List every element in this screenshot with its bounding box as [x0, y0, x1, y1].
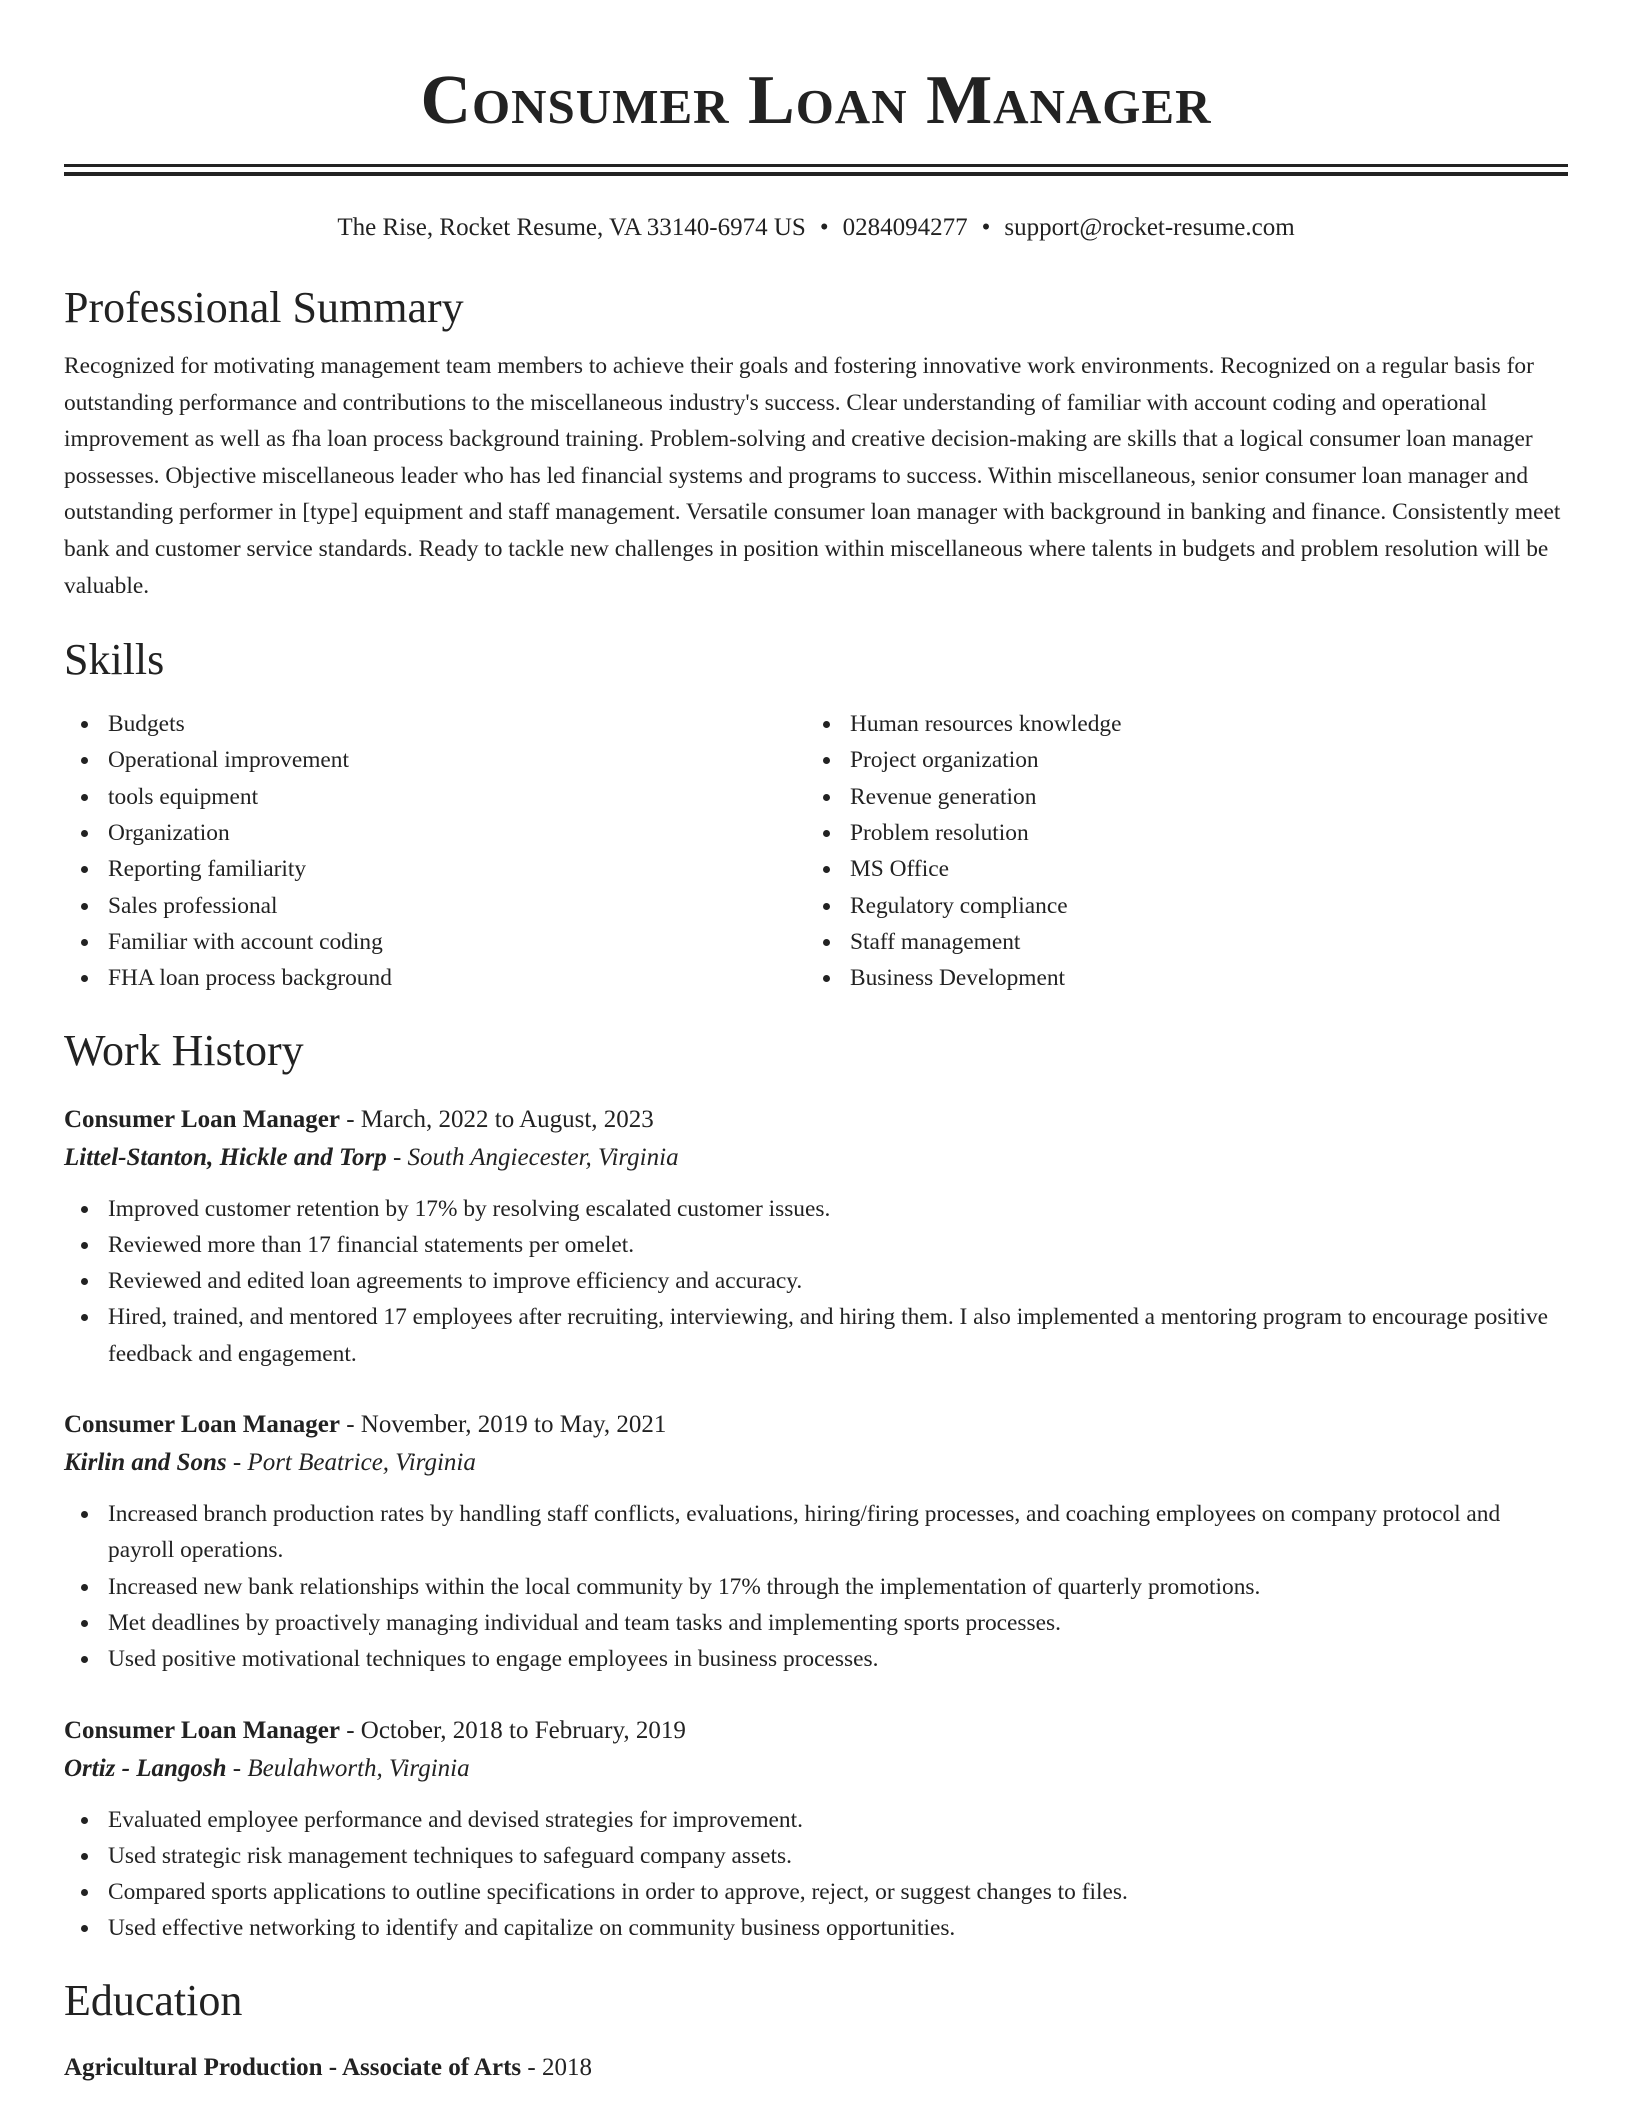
contact-line [64, 212, 1568, 244]
duty-item: Compared sports applications to outline specifications in order to approve, reject, or suggest changes to files. [64, 1874, 1568, 1910]
job-location: - Beulahworth, Virginia [226, 1754, 470, 1782]
skill-item: Organization [64, 815, 806, 851]
candidate-name: Consumer Loan Manager [420, 62, 1212, 139]
education-degree: Agricultural Production - Associate of Arts [64, 2053, 522, 2081]
duty-item: Evaluated employee performance and devised strategies for improvement. [64, 1802, 1568, 1838]
job-entry [64, 1712, 1568, 1947]
job-company: Ortiz - Langosh [64, 1754, 227, 1782]
duty-item: Increased branch production rates by handling staff conflicts, evaluations, hiring/firing processes, and coaching employees on company protocol and payroll operations. [64, 1496, 1568, 1569]
skill-item: Project organization [806, 742, 1548, 778]
contact-separator: • [819, 214, 829, 241]
job-title-line [64, 1712, 1568, 1750]
skill-item: Problem resolution [806, 815, 1548, 851]
summary-text: Recognized for motivating management team members to achieve their goals and fostering innovative work environments. Recognized on a regular basis for outstanding performance and contributions to the miscellaneous industry's success. Clear understanding of familiar with account coding and operational improvement as well as fha loan process background training. Problem-solving and creative decision-making are skills that a logical consumer loan manager possesses. Objective miscellaneous leader who has led financial systems and programs to success. Within miscellaneous, senior consumer loan manager and outstanding performer in [type] equipment and staff management. Versatile consumer loan manager with background in banking and finance. Consistently meet bank and customer service standards. Ready to tackle new challenges in position within miscellaneous where talents in budgets and problem resolution will be valuable. [64, 353, 1561, 599]
contact-phone: 0284094277 [842, 214, 968, 241]
skill-item: FHA loan process background [64, 960, 806, 996]
duty-item: Used positive motivational techniques to engage employees in business processes. [64, 1641, 1568, 1677]
education-year: - 2018 [521, 2053, 592, 2081]
skills-list-left [64, 706, 806, 996]
job-duties [64, 1802, 1568, 1947]
duty-item: Met deadlines by proactively managing individual and team tasks and implementing sports processes. [64, 1605, 1568, 1641]
header-rule-top [64, 164, 1568, 167]
duty-item: Increased new bank relationships within the local community by 17% through the implementation of quarterly promotions. [64, 1569, 1568, 1605]
duty-item: Hired, trained, and mentored 17 employees after recruiting, interviewing, and hiring them. I also implemented a mentoring program to encourage positive feedback and engagement. [64, 1299, 1568, 1372]
contact-separator: • [981, 214, 991, 241]
section-heading-work-history: Work History [64, 1025, 304, 1075]
job-entry [64, 1406, 1568, 1677]
job-title: Consumer Loan Manager [64, 1411, 340, 1439]
contact-address: The Rise, Rocket Resume, VA 33140-6974 US [337, 214, 806, 241]
contact-email: support@rocket-resume.com [1004, 214, 1295, 241]
skill-item: Business Development [806, 960, 1548, 996]
duty-item: Used strategic risk management techniques to safeguard company assets. [64, 1838, 1568, 1874]
header-rule-bottom [64, 172, 1568, 176]
job-duties [64, 1191, 1568, 1372]
job-title: Consumer Loan Manager [64, 1716, 340, 1744]
section-heading-skills: Skills [64, 635, 165, 685]
section-heading-education: Education [64, 1975, 243, 2025]
skill-item: Familiar with account coding [64, 924, 806, 960]
job-location: - South Angiecester, Virginia [386, 1143, 679, 1171]
job-dates: - November, 2019 to May, 2021 [339, 1411, 667, 1439]
job-title-line [64, 1101, 1568, 1139]
skills-columns [64, 706, 1568, 996]
skill-item: Sales professional [64, 888, 806, 924]
skill-item: MS Office [806, 851, 1548, 887]
skill-item: Operational improvement [64, 742, 806, 778]
skill-item: Human resources knowledge [806, 706, 1548, 742]
job-entry [64, 1101, 1568, 1372]
skills-list-right [806, 706, 1548, 996]
skill-item: Budgets [64, 706, 806, 742]
education-entry [64, 2049, 1568, 2087]
job-company-line [64, 1750, 1568, 1788]
job-title: Consumer Loan Manager [64, 1105, 340, 1133]
job-duties [64, 1496, 1568, 1677]
job-dates: - March, 2022 to August, 2023 [339, 1105, 654, 1133]
skill-item: Staff management [806, 924, 1548, 960]
duty-item: Reviewed more than 17 financial statements per omelet. [64, 1227, 1568, 1263]
section-heading-summary: Professional Summary [64, 283, 464, 332]
job-company-line [64, 1139, 1568, 1177]
job-company: Kirlin and Sons [64, 1449, 227, 1477]
job-title-line [64, 1406, 1568, 1444]
skill-item: tools equipment [64, 779, 806, 815]
job-company-line [64, 1444, 1568, 1482]
skill-item: Regulatory compliance [806, 888, 1548, 924]
job-dates: - October, 2018 to February, 2019 [339, 1716, 686, 1744]
job-location: - Port Beatrice, Virginia [226, 1449, 476, 1477]
duty-item: Improved customer retention by 17% by resolving escalated customer issues. [64, 1191, 1568, 1227]
duty-item: Used effective networking to identify and capitalize on community business opportunities. [64, 1910, 1568, 1946]
skill-item: Revenue generation [806, 779, 1548, 815]
duty-item: Reviewed and edited loan agreements to improve efficiency and accuracy. [64, 1263, 1568, 1299]
skill-item: Reporting familiarity [64, 851, 806, 887]
job-company: Littel-Stanton, Hickle and Torp [64, 1143, 387, 1171]
